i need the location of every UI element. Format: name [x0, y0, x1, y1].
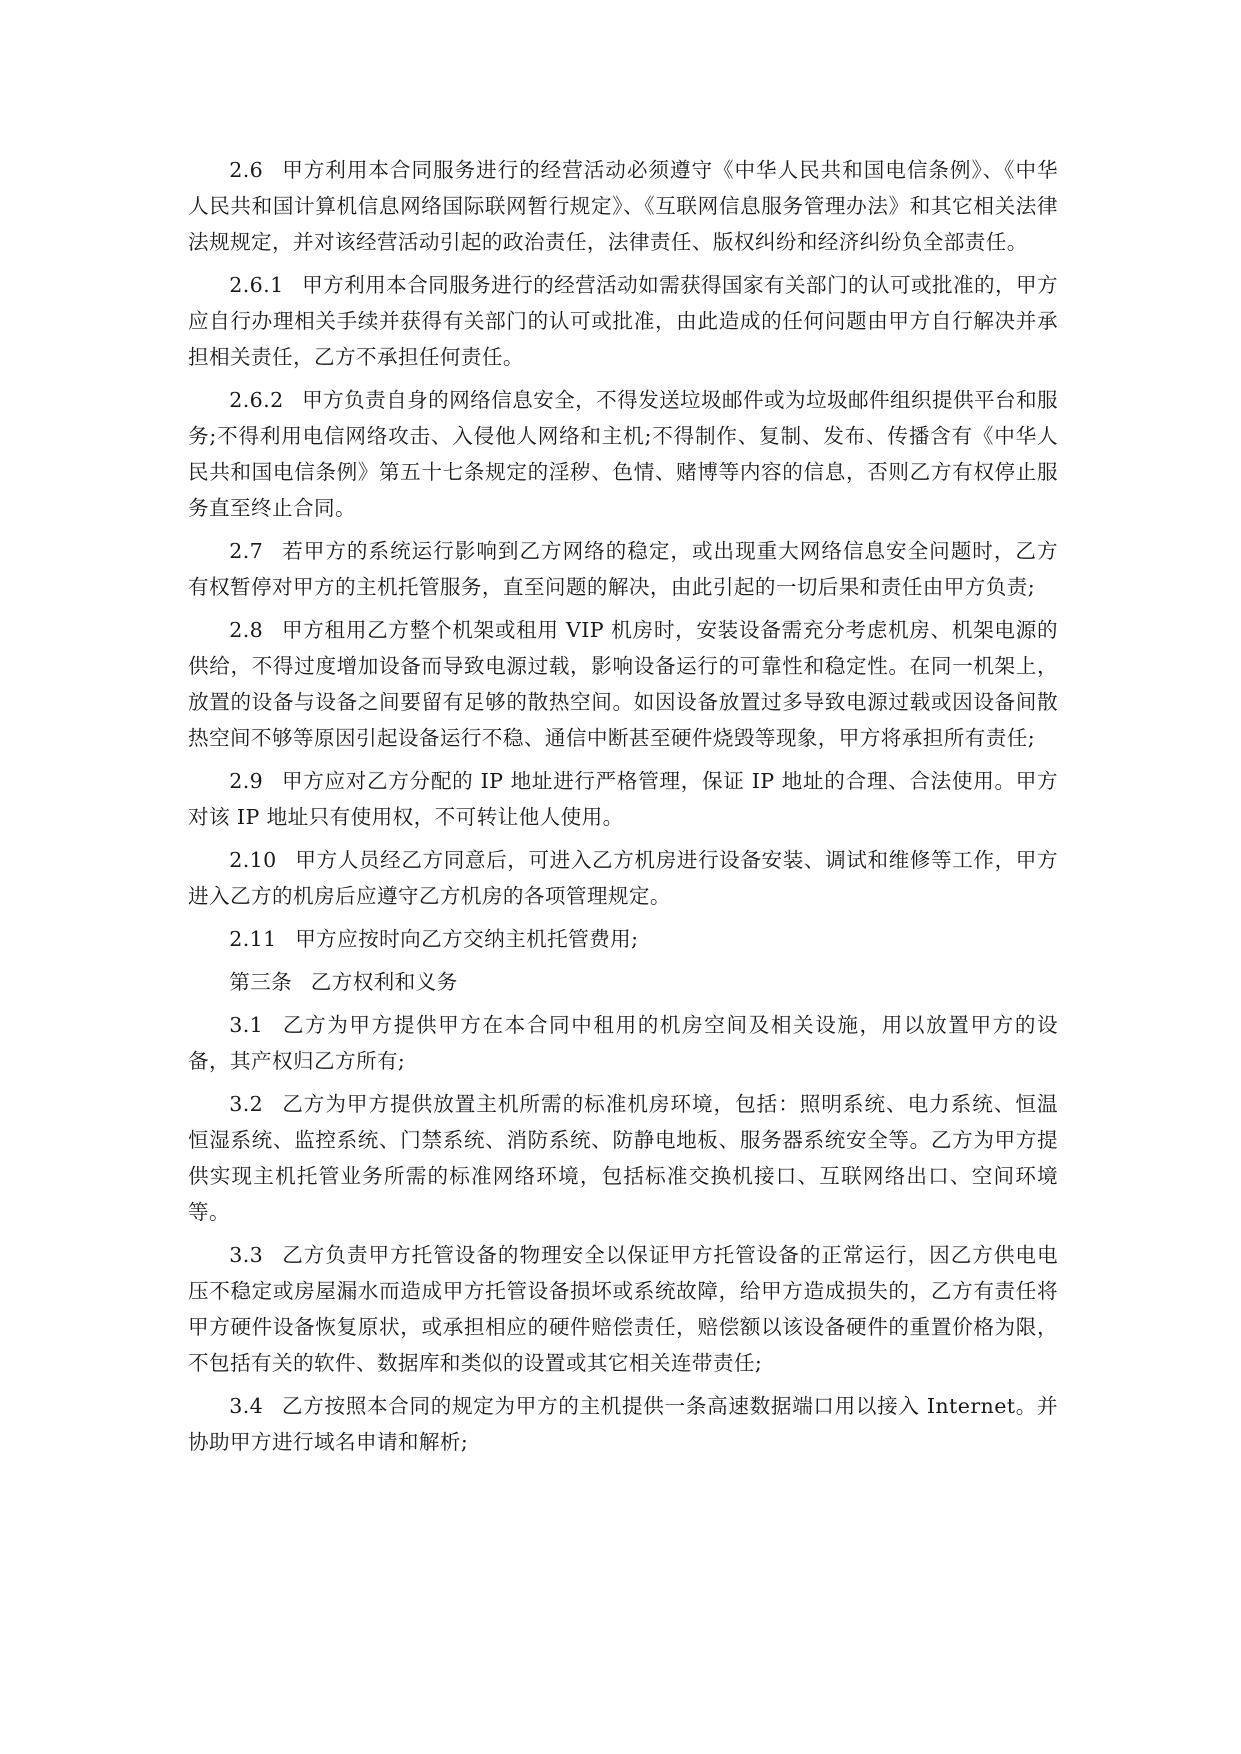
clause-text: 甲方应按时向乙方交纳主机托管费用;: [295, 927, 639, 951]
clause-number: 2.6: [229, 158, 264, 182]
clause-2-8: [188, 612, 1058, 756]
article-3-heading: [188, 964, 1058, 1000]
clause-2-9: [188, 763, 1058, 835]
clause-2-7: [188, 533, 1058, 605]
clause-3-3: [188, 1237, 1058, 1381]
clause-number: 2.9: [229, 769, 264, 793]
article-number: 第三条: [229, 970, 293, 994]
clause-number: 3.3: [229, 1243, 264, 1267]
clause-number: 2.11: [229, 927, 277, 951]
article-title: 乙方权利和义务: [310, 970, 458, 994]
clause-text: 乙方为甲方提供放置主机所需的标准机房环境，包括：照明系统、电力系统、恒温恒湿系统、监控系统、门禁系统、消防系统、防静电地板、服务器系统安全等。乙方为甲方提供实现主机托管业务所需的标准网络环境，包括标准交换机接口、互联网络出口、空间环境等。: [188, 1092, 1058, 1224]
clause-text: 乙方为甲方提供甲方在本合同中租用的机房空间及相关设施，用以放置甲方的设备，其产权归乙方所有;: [188, 1013, 1058, 1073]
clause-number: 3.4: [229, 1394, 264, 1418]
clause-number: 2.8: [229, 618, 264, 642]
clause-number: 3.1: [229, 1013, 264, 1037]
clause-text: 甲方租用乙方整个机架或租用 VIP 机房时，安装设备需充分考虑机房、机架电源的供给，不得过度增加设备而导致电源过载，影响设备运行的可靠性和稳定性。在同一机架上，放置的设备与设备之间要留有足够的散热空间。如因设备放置过多导致电源过载或因设备间散热空间不够等原因引起设备运行不稳、通信中断甚至硬件烧毁等现象，甲方将承担所有责任;: [188, 618, 1058, 750]
clause-number: 2.10: [229, 848, 277, 872]
clause-3-1: [188, 1007, 1058, 1079]
clause-number: 2.6.1: [229, 273, 284, 297]
document-page: [188, 152, 1058, 1467]
clause-text: 甲方人员经乙方同意后，可进入乙方机房进行设备安装、调试和维修等工作，甲方进入乙方的机房后应遵守乙方机房的各项管理规定。: [188, 848, 1058, 908]
clause-text: 若甲方的系统运行影响到乙方网络的稳定，或出现重大网络信息安全问题时，乙方有权暂停对甲方的主机托管服务，直至问题的解决，由此引起的一切后果和责任由甲方负责;: [188, 539, 1058, 599]
clause-text: 乙方负责甲方托管设备的物理安全以保证甲方托管设备的正常运行，因乙方供电电压不稳定或房屋漏水而造成甲方托管设备损坏或系统故障，给甲方造成损失的，乙方有责任将甲方硬件设备恢复原状，或承担相应的硬件赔偿责任，赔偿额以该设备硬件的重置价格为限，不包括有关的软件、数据库和类似的设置或其它相关连带责任;: [188, 1243, 1058, 1375]
clause-2-6: [188, 152, 1058, 260]
clause-number: 2.6.2: [229, 388, 284, 412]
clause-3-4: [188, 1388, 1058, 1460]
clause-text: 甲方利用本合同服务进行的经营活动必须遵守《中华人民共和国电信条例》、《中华人民共和国计算机信息网络国际联网暂行规定》、《互联网信息服务管理办法》和其它相关法律法规规定，并对该经营活动引起的政治责任，法律责任、版权纠纷和经济纠纷负全部责任。: [188, 158, 1058, 254]
clause-text: 乙方按照本合同的规定为甲方的主机提供一条高速数据端口用以接入 Internet。并协助甲方进行域名申请和解析;: [188, 1394, 1058, 1454]
clause-2-10: [188, 842, 1058, 914]
clause-text: 甲方负责自身的网络信息安全，不得发送垃圾邮件或为垃圾邮件组织提供平台和服务;不得利用电信网络攻击、入侵他人网络和主机;不得制作、复制、发布、传播含有《中华人民共和国电信条例》第五十七条规定的淫秽、色情、赌博等内容的信息，否则乙方有权停止服务直至终止合同。: [188, 388, 1058, 520]
clause-number: 2.7: [229, 539, 264, 563]
clause-text: 甲方应对乙方分配的 IP 地址进行严格管理，保证 IP 地址的合理、合法使用。甲方对该 IP 地址只有使用权，不可转让他人使用。: [188, 769, 1058, 829]
clause-2-6-2: [188, 382, 1058, 526]
clause-3-2: [188, 1086, 1058, 1230]
clause-2-11: [188, 921, 1058, 957]
clause-2-6-1: [188, 267, 1058, 375]
clause-text: 甲方利用本合同服务进行的经营活动如需获得国家有关部门的认可或批准的，甲方应自行办理相关手续并获得有关部门的认可或批准，由此造成的任何问题由甲方自行解决并承担相关责任，乙方不承担任何责任。: [188, 273, 1058, 369]
clause-number: 3.2: [229, 1092, 264, 1116]
